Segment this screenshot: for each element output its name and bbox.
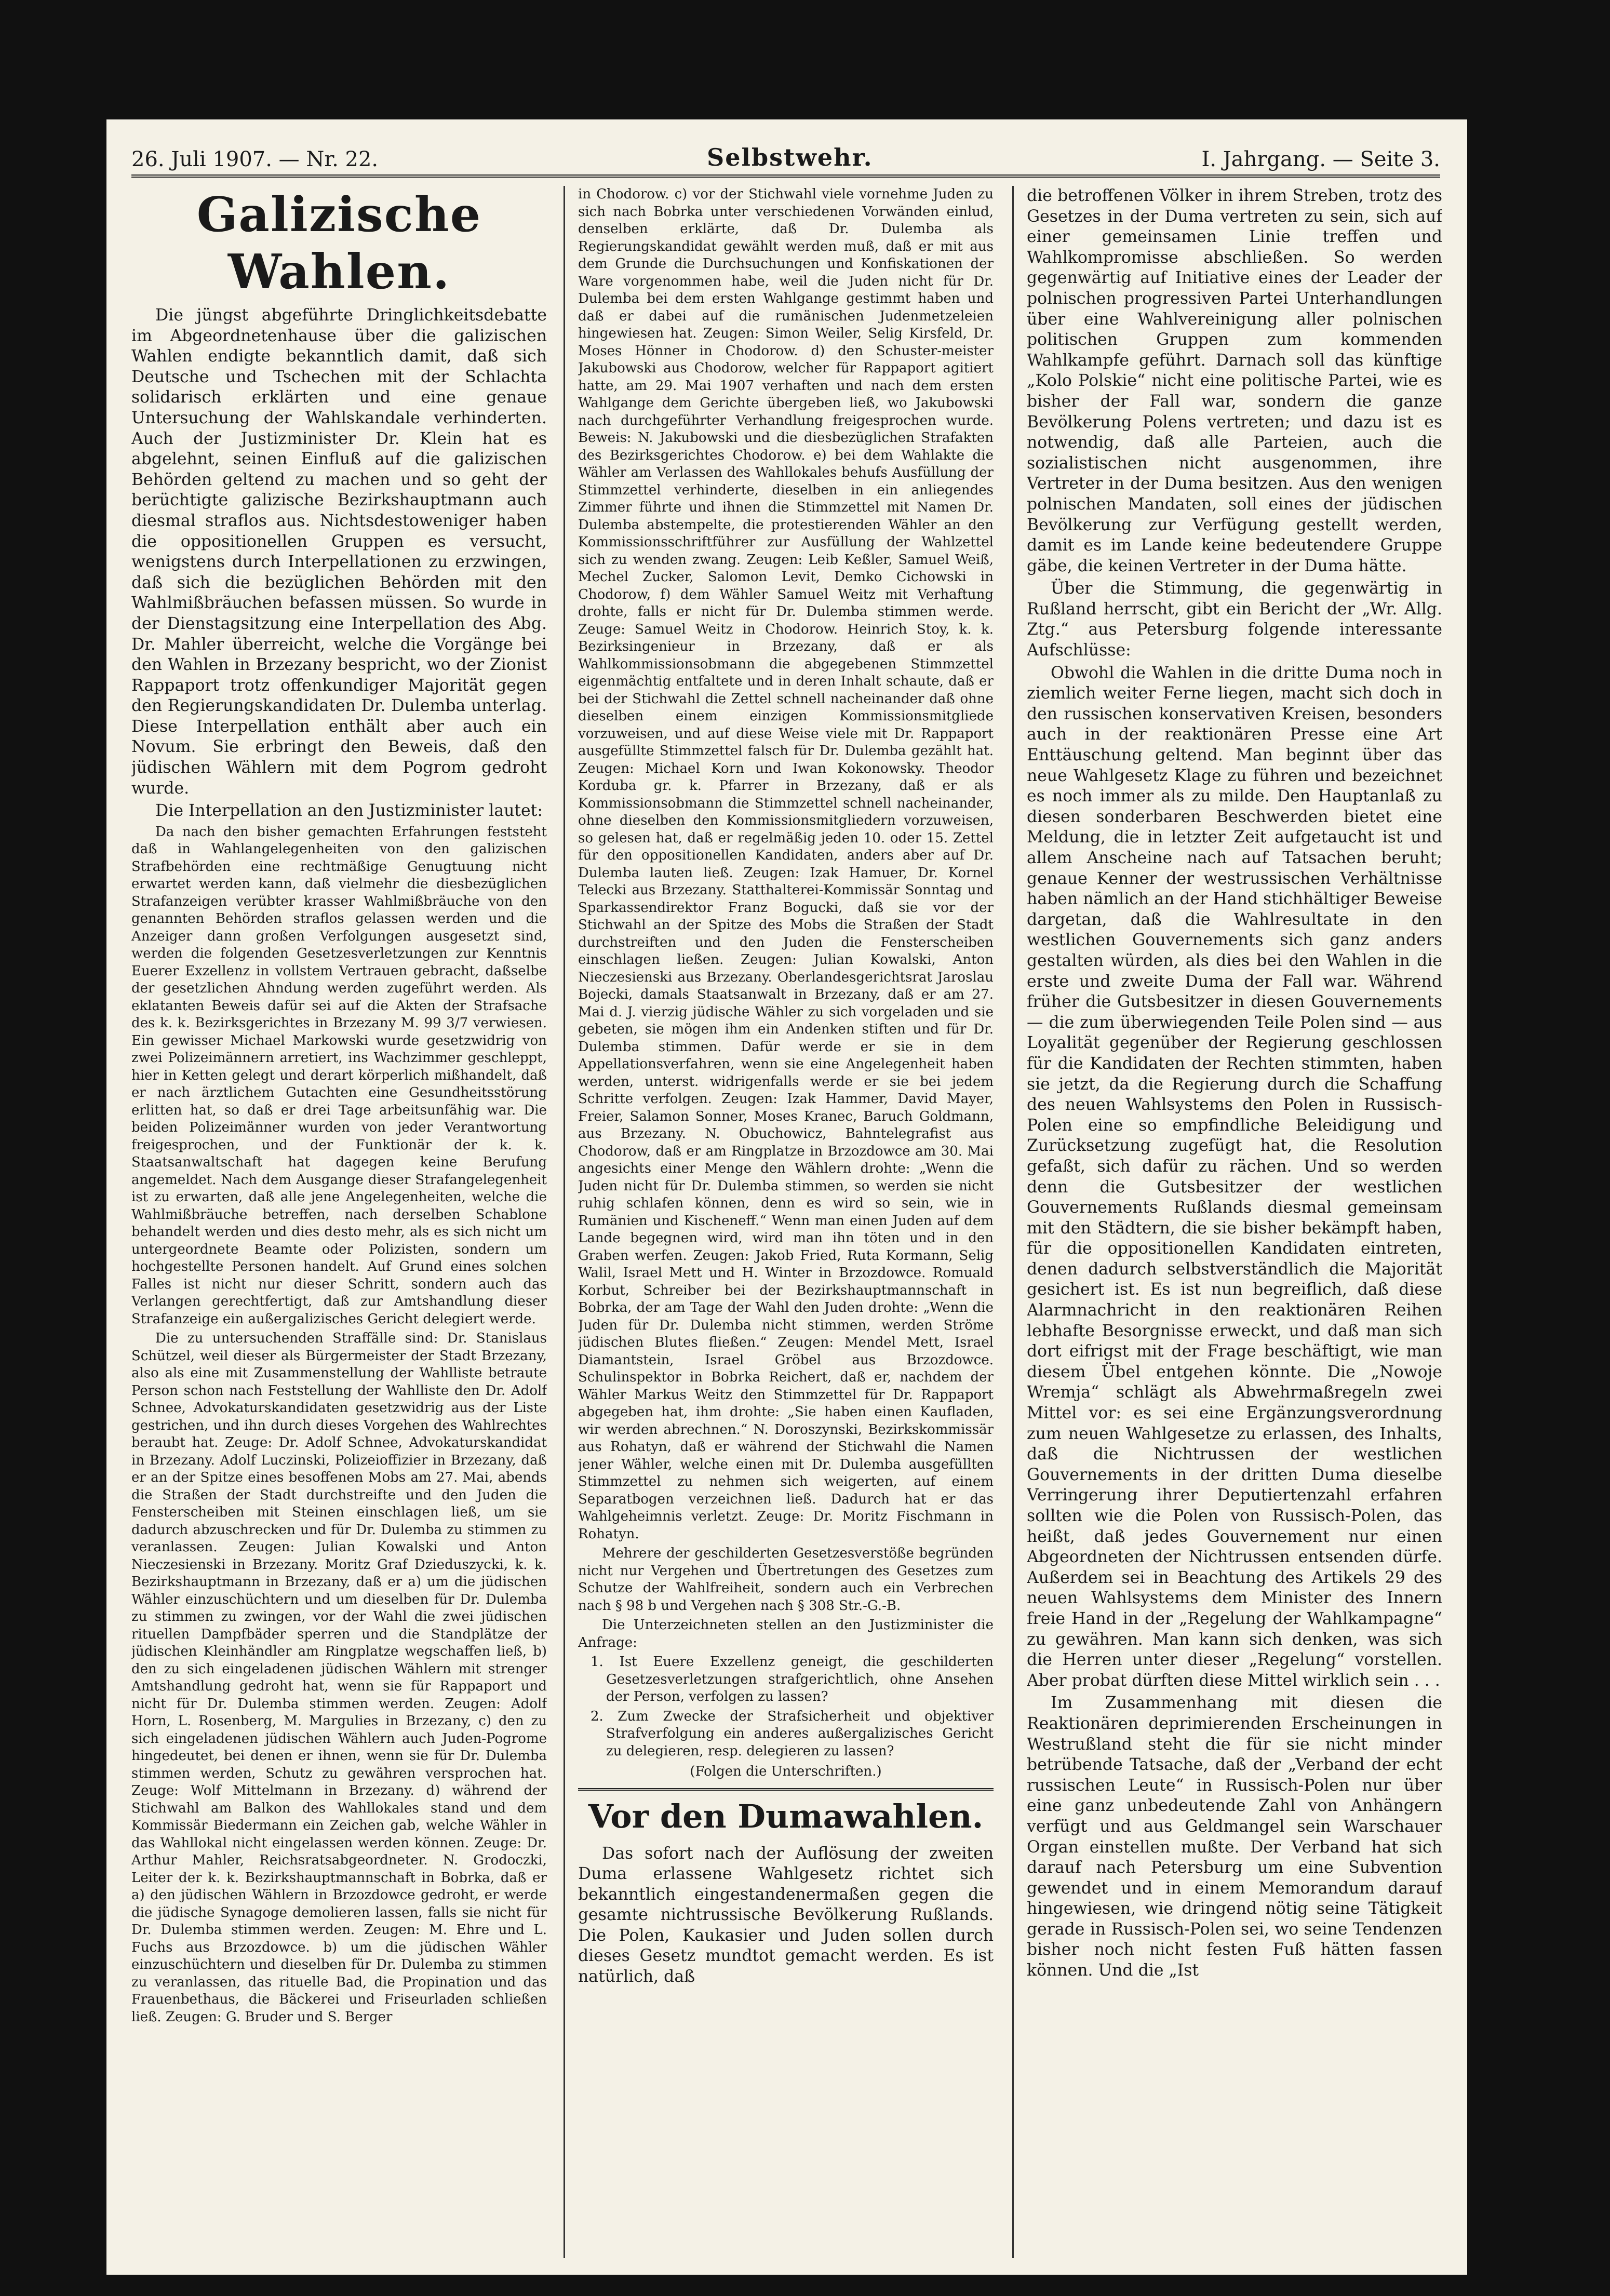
masthead: Selbstwehr.: [707, 143, 873, 171]
paragraph: Die jüngst abgeführte Dringlichkeitsdebatte im Abgeordnetenhause über die galizischen Wahlen endigte bekanntlich damit, daß sich Deutsche und Tschechen mit der Schlachta solidarisch erklärten und eine genaue Untersuchung der Wahlskandale verhinderten. Auch der Justizminister Dr. Klein hat es abgelehnt, seinen Einfluß auf die galizischen Behörden geltend zu machen und so geht der berüchtigte galizische Bezirkshauptmann auch diesmal straflos aus. Nichtsdestoweniger haben die oppositionellen Gruppen es versucht, wenigstens durch Interpellationen zu erzwingen, daß sich die bezüglichen Behörden mit den Wahlmißbräuchen befassen müssen. So wurde in der Dienstagsitzung eine Interpellation des Abg. Dr. Mahler überreicht, welche die Vorgänge bei den Wahlen in Brzezany bespricht, wo der Zionist Rappaport trotz offenkundiger Majorität gegen den Regierungskandidaten Dr. Dulemba unterlag. Diese Interpellation enthält aber auch ein Novum. Sie erbringt den Beweis, daß den jüdischen Wählern mit dem Pogrom gedroht wurde.: [131, 306, 547, 798]
quoted-paragraph: Die Unterzeichneten stellen an den Justizminister die Anfrage:: [578, 1617, 994, 1650]
column-rule: [1012, 186, 1014, 2258]
column-2: [578, 186, 994, 2258]
quoted-paragraph: in Chodorow. c) vor der Stichwahl viele vornehme Juden zu sich nach Bobrka unter verschiedenen Vorwänden einlud, denselben erklärte, daß Dr. Dulemba als Regierungskandidat gewählt werden muß, daß er mit aus dem Grunde die Durchsuchungen und Konfiskationen der Ware vorgenommen habe, weil die Juden nicht für Dr. Dulemba bei dem ersten Wahlgange gestimmt haben und daß er dabei auf die rumänischen Judenmetzeleien hingewiesen hat. Zeugen: Simon Weiler, Selig Kirsfeld, Dr. Moses Hönner in Chodorow. d) den Schuster-meister Jakubowski aus Chodorow, welcher für Rappaport agitiert hatte, am 29. Mai 1907 verhaften und nach dem ersten Wahlgange dem Gerichte übergeben ließ, wo Jakubowski nach durchgeführter Verhandlung freigesprochen wurde. Beweis: N. Jakubowski und die diesbezüglichen Strafakten des Bezirksgerichtes Chodorow. e) bei dem Wahlakte die Wähler am Verlassen des Wahllokales behufs Ausfüllung der Stimmzettel verhinderte, dieselben in ein anliegendes Zimmer führte und ihnen die Stimmzettel mit Namen Dr. Dulemba abstempelte, die protestierenden Wähler an den Kommissionsschriftführer zur Ausfüllung der Wahlzettel sich zu wenden zwang. Zeugen: Leib Keßler, Samuel Weiß, Mechel Zucker, Salomon Levit, Demko Cichowski in Chodorow, f) dem Wähler Samuel Weitz mit Verhaftung drohte, falls er nicht für Dr. Dulemba stimmen werde. Zeuge: Samuel Weitz in Chodorow. Heinrich Stoy, k. k. Bezirksingenieur in Brzezany, daß er als Wahlkommissionsobmann die abgegebenen Stimmzettel eigenmächtig entfaltete und in deren Inhalt schaute, daß er bei der Stichwahl die Zettel schnell nacheinander daß ohne dieselben einem einzigen Kommissionsmitgliede vorzuweisen, und auf diese Weise viele mit Dr. Rappaport ausgefüllte Stimmzettel falsch für Dr. Dulemba gezählt hat. Zeugen: Michael Korn und Iwan Kokonowsky. Theodor Korduba gr. k. Pfarrer in Brzezany, daß er als Kommissionsobmann die Stimmzettel schnell nacheinander, ohne dieselben den Kommissionsmitgliedern vorzuweisen, so gelesen hat, daß er regelmäßig jeden 10. oder 15. Zettel für den oppositionellen Kandidaten, anders aber auf Dr. Dulemba lauten ließ. Zeugen: Izak Hamuer, Dr. Kornel Telecki aus Brzezany. Statthalterei-Kommissär Sonntag und Sparkassendirektor Franz Bogucki, daß sie vor der Stichwahl an der Spitze des Mobs die Straßen der Stadt durchstreiften und den Juden die Fensterscheiben einschlagen ließen. Zeugen: Julian Kowalski, Anton Nieczesienski aus Brzezany. Oberlandesgerichtsrat Jaroslau Bojecki, damals Staatsanwalt in Brzezany, daß er am 27. Mai d. J. vierzig jüdische Wähler zu sich vorgeladen und sie gebeten, sie mögen ihm ein Andenken stiften und für Dr. Dulemba stimmen. Dafür werde er sie in dem Appellationsverfahren, wenn sie eine Angelegenheit haben werden, unterst. widrigenfalls werde er sie bei jedem Schritte verfolgen. Zeugen: Izak Hammer, David Mayer, Freier, Salamon Sonner, Moses Kranec, Baruch Goldmann, aus Brzezany. N. Obuchowicz, Bahntelegrafist aus Chodorow, daß er am Ringplatze in Brzozdowce am 30. Mai angesichts einer Menge den Wählern drohte: „Wenn die Juden nicht für Dr. Dulemba stimmen, so werden sie nicht ruhig schlafen können, denn es wird so sein, wie in Rumänien und Kischeneff.“ Wenn man einen Juden auf dem Lande begegnen wird, wird man ihn töten und in den Graben werfen. Zeugen: Jakob Fried, Ruta Kormann, Selig Walil, Israel Mett und H. Winter in Brzozdowce. Romuald Korbut, Schreiber bei der Bezirkshauptmannschaft in Bobrka, der am Tage der Wahl den Juden drohte: „Wenn die Juden für Dr. Dulemba nicht stimmen, werden Ströme jüdischen Blutes fließen.“ Zeugen: Mendel Mett, Israel Diamantstein, Israel Gröbel aus Brzozdowce. Schulinspektor in Bobrka Reichert, daß er, nachdem der Wähler Markus Weitz den Stimmzettel für Dr. Rappaport abgegeben hat, ihm drohte: „Sie haben einen Kaufladen, wir werden abrechnen.“ N. Doroszynski, Bezirkskommissär aus Rohatyn, daß er während der Stichwahl die Namen jener Wähler, welche einen mit Dr. Dulemba ausgefüllten Stimmzettel zu nehmen sich weigerten, auf einem Separatbogen verzeichnen ließ. Dadurch hat er das Wahlgeheimnis verletzt. Zeuge: Dr. Moritz Fischmann in Rohatyn.: [578, 186, 994, 1542]
column-rule: [564, 186, 565, 2258]
article-title: Vor den Dumawahlen.: [578, 1788, 994, 1837]
quoted-paragraph: Da nach den bisher gemachten Erfahrungen feststeht daß in Wahlangelegenheiten von den galizischen Strafbehörden eine rechtmäßige Genugtuung nicht erwartet werden kann, daß vielmehr die diesbezüglichen Strafanzeigen verübter krasser Wahlmißbräuche von den genannten Behörden straflos gelassen werden und die Anzeiger dann großen Verfolgungen ausgesetzt sind, werden die folgenden Gesetzesverletzungen zur Kenntnis Euerer Exzellenz in vollstem Vertrauen gebracht, daßselbe der gesetzlichen Ahndung werden zugeführt werden. Als eklatanten Beweis dafür sei auf die Akten der Strafsache des k. k. Bezirksgerichtes in Brzezany M. 99 3/7 verwiesen. Ein gewisser Michael Markowski wurde gesetzwidrig von zwei Polizeimännern arretiert, ins Wachzimmer geschleppt, hier in Ketten gelegt und derart körperlich mißhandelt, daß er nach ärztlichem Gutachten eine Gesundheitsstörung erlitten hat, so daß er drei Tage arbeitsunfähig war. Die beiden Polizeimänner wurden von jeder Verantwortung freigesprochen, und der Funktionär der k. k. Staatsanwaltschaft hat dagegen keine Berufung angemeldet. Nach dem Ausgange dieser Strafangelegenheit ist zu erwarten, daß alle jene Angelegenheiten, welche die Wahlmißbräuche betreffen, nach derselben Schablone behandelt werden und dies desto mehr, als es sich nicht um untergeordnete Beamte oder Polizisten, sondern um hochgestellte Personen handelt. Auf Grund eines solchen Falles ist nicht nur dieser Schritt, sondern auch das Verlangen gerechtfertigt, daß zur Amtshandlung dieser Strafanzeige ein außergalizisches Gericht delegiert werde.: [131, 824, 547, 1327]
newspaper-page: [106, 119, 1467, 2275]
paragraph: Die Interpellation an den Justizminister lautet:: [155, 801, 543, 821]
quoted-paragraph: Die zu untersuchenden Straffälle sind: Dr. Stanislaus Schützel, weil dieser als Bürgermeister der Stadt Brzezany, also als eine mit Zusammenstellung der Wahlliste betraute Person schon nach Feststellung der Wahlliste den Dr. Adolf Schnee, Advokaturskandidaten gesetzwidrig aus der Liste gestrichen, und ihn durch dieses Vorgehen des Wahlrechtes beraubt hat. Zeuge: Dr. Adolf Schnee, Advokaturskandidat in Brzezany. Adolf Luczinski, Polizeioffizier in Brzezany, daß er an der Spitze eines besoffenen Mobs am 27. Mai, abends die Straßen der Stadt durchstreifte und den Juden die Fensterscheiben mit Steinen einschlagen ließ, um sie dadurch abzuschrecken und für Dr. Dulemba zu stimmen zu veranlassen. Zeugen: Julian Kowalski und Anton Nieczesienski in Brzezany. Moritz Graf Dzieduszycki, k. k. Bezirkshauptmann in Brzezany, daß er a) um die jüdischen Wähler einzuschüchtern und um dieselben für Dr. Dulemba zu stimmen zu zwingen, vor der Wahl die zwei jüdischen rituellen Dampfbäder sperren und die Standplätze der jüdischen Kleinhändler am Ringplatze wegschaffen ließ, b) den zu sich eingeladenen jüdischen Wählern mit strenger Amtshandlung gedroht hat, wenn sie für Rappaport und nicht für Dr. Dulemba stimmen werden. Zeugen: Adolf Horn, L. Rosenberg, M. Margulies in Brzezany, c) den zu sich eingeladenen jüdischen Wählern auch Juden-Pogrome hingedeutet, bei denen er ihnen, wenn sie für Dr. Dulemba stimmen werden, Schutz zu gewähren versprochen hat. Zeuge: Wolf Mittelmann in Brzezany. d) während der Stichwahl am Balkon des Wahllokales stand und dem Kommissär Biedermann ein Zeichen gab, welche Wähler in das Wahllokal nicht eingelassen werden können. Zeuge: Dr. Arthur Mahler, Reichsratsabgeordneter. N. Grodoczki, Leiter der k. k. Bezirkshauptmannschaft in Bobrka, daß er a) den jüdischen Wählern in Brzozdowce gedroht, er werde die jüdische Synagoge demolieren lassen, falls sie nicht für Dr. Dulemba stimmen werden. Zeugen: M. Ehre und L. Fuchs aus Brzozdowce. b) um die jüdischen Wähler einzuschüchtern und dieselben für Dr. Dulemba zu stimmen zu veranlassen, das rituelle Bad, die Propination und das Frauenbethaus, die Bäckerei und Friseurladen schließen ließ. Zeugen: G. Bruder und S. Berger: [131, 1331, 547, 2025]
volume-page: I. Jahrgang. — Seite 3.: [1201, 147, 1440, 171]
list-item: 2. Zum Zwecke der Strafsicherheit und objektiver Strafverfolgung ein anderes außergalizisches Gericht zu delegieren, resp. delegieren zu lassen?: [591, 1708, 994, 1759]
issue-date: 26. Juli 1907. — Nr. 22.: [131, 147, 379, 171]
quoted-paragraph: Mehrere der geschilderten Gesetzesverstöße begründen nicht nur Vergehen und Übertretungen des Gesetzes zum Schutze der Wahlfreiheit, sondern auch ein Verbrechen nach § 98 b und Vergehen nach § 308 Str.-G.-B.: [578, 1546, 994, 1614]
article-title: Galizische Wahlen.: [196, 186, 482, 300]
paragraph: Das sofort nach der Auflösung der zweiten Duma erlassene Wahlgesetz richtet sich bekanntlich eingestandenermaßen gegen die gesamte nichtrussische Bevölkerung Rußlands. Die Polen, Kaukasier und Juden sollen durch dieses Gesetz mundtot gemacht werden. Es ist natürlich, daß: [578, 1844, 994, 1986]
signatures-note: (Folgen die Unterschriften.): [690, 1764, 882, 1779]
paragraph: Im Zusammenhang mit diesen die Reaktionären deprimierenden Erscheinungen in Westrußland steht die für sie nicht minder betrübende Tatsache, daß der „Verband der echt russischen Leute“ in Russisch-Polen nur über eine ganz unbedeutende Zahl von Anhängern verfügt und aus Geldmangel sein Warschauer Organ einstellen mußte. Der Verband hat sich darauf nach Petersburg um eine Subvention gewendet und in einem Memorandum darauf hingewiesen, wie dringend nötig seine Tätigkeit gerade in Russisch-Polen sei, wo seine Tendenzen bisher noch nicht festen Fuß hätten fassen können. Und die „Ist: [1027, 1694, 1442, 1980]
paragraph: Über die Stimmung, die gegenwärtig in Rußland herrscht, gibt ein Bericht der „Wr. Allg. Ztg.“ aus Petersburg folgende interessante Aufschlüsse:: [1027, 579, 1442, 660]
page-header: [131, 131, 1440, 178]
paragraph: Obwohl die Wahlen in die dritte Duma noch in ziemlich weiter Ferne liegen, macht sich doch in den russischen konservativen Kreisen, besonders auch in der reaktionären Presse eine Art Enttäuschung geltend. Man beginnt über das neue Wahlgesetz Klage zu führen und bezeichnet es noch immer als zu milde. Den Hauptanlaß zu diesen sonderbaren Beschwerden bietet eine Meldung, die in letzter Zeit aufgetaucht ist und allem Anscheine nach auf Tatsachen beruht; genaue Kenner der westrussischen Verhältnisse haben nämlich an der Hand stichhältiger Beweise dargetan, daß die Wahlresultate in den westlichen Gouvernements sich ganz anders gestalten würden, als dies bei den Wahlen in die erste und zweite Duma der Fall war. Während früher die Gutsbesitzer in diesen Gouvernements — die zum überwiegenden Teile Polen sind — aus Loyalität gegenüber der Regierung geschlossen für die Kandidaten der Rechten stimmten, haben sie jetzt, da die Regierung durch die Schaffung des neuen Wahlsystems den Polen in Russisch-Polen eine so empfindliche Beleidigung und Zurücksetzung zugefügt hat, die Resolution gefaßt, sich dafür zu rächen. Und so werden denn die Gutsbesitzer der westlichen Gouvernements Rußlands diesmal gemeinsam mit den Städtern, die sie bisher bekämpft haben, für die oppositionellen Kandidaten eintreten, denen dadurch selbstverständlich die Majorität gesichert ist. Es ist nun begreiflich, daß diese Alarmnachricht in den reaktionären Reihen lebhafte Besorgnisse erweckt, und daß man sich dort eifrigst mit der Frage beschäftigt, wie man diesem Übel entgehen könnte. Die „Nowoje Wremja“ schlägt als Abwehrmaßregeln zwei Mittel vor: es sei eine Ergänzungsverordnung zum neuen Wahlgesetze zu erlassen, des Inhalts, daß die Nichtrussen der westlichen Gouvernements in der dritten Duma dieselbe Verringerung ihrer Deputiertenzahl erfahren sollten wie die Polen von Russisch-Polen, das heißt, daß jedes Gouvernement nur einen Abgeordneten der Nichtrussen entsenden dürfe. Außerdem sei in Beachtung des Artikels 29 des neuen Wahlsystems dem Minister des Innern freie Hand in der „Regelung der Wahlkampagne“ zu gewähren. Man kann sich denken, was sich die Herren unter dieser „Regelung“ vorstellen. Aber probat dürften diese Mittel wirklich sein . . .: [1027, 663, 1442, 1690]
paragraph: die betroffenen Völker in ihrem Streben, trotz des Gesetzes in der Duma vertreten zu sein, sich auf einer gemeinsamen Linie treffen und Wahlkompromisse abschließen. So werden gegenwärtig auf Initiative eines der Leader der polnischen progressiven Partei Unterhandlungen über eine Wahlvereinigung aller polnischen politischen Gruppen zum kommenden Wahlkampfe geführt. Darnach soll das künftige „Kolo Polskie“ nicht eine politische Partei, wie es bisher der Fall war, sondern die ganze Bevölkerung Polens vertreten; und dazu ist es notwendig, daß alle Parteien, auch die sozialistischen nicht ausgenommen, ihre Vertreter in der Duma besitzen. Aus den wenigen polnischen Mandaten, soll eines der jüdischen Bevölkerung zur Verfügung gestellt werden, damit es im Lande keine bedeutendere Gruppe gäbe, die keinen Vertreter in der Duma hätte.: [1027, 186, 1442, 575]
question-list: [578, 1654, 994, 1760]
list-item: 1. Ist Euere Exzellenz geneigt, die geschilderten Gesetzesverletzungen strafgerichtlich, ohne Ansehen der Person, verfolgen zu lassen?: [591, 1654, 994, 1704]
column-3: [1027, 186, 1442, 2258]
column-1: [131, 186, 547, 2258]
